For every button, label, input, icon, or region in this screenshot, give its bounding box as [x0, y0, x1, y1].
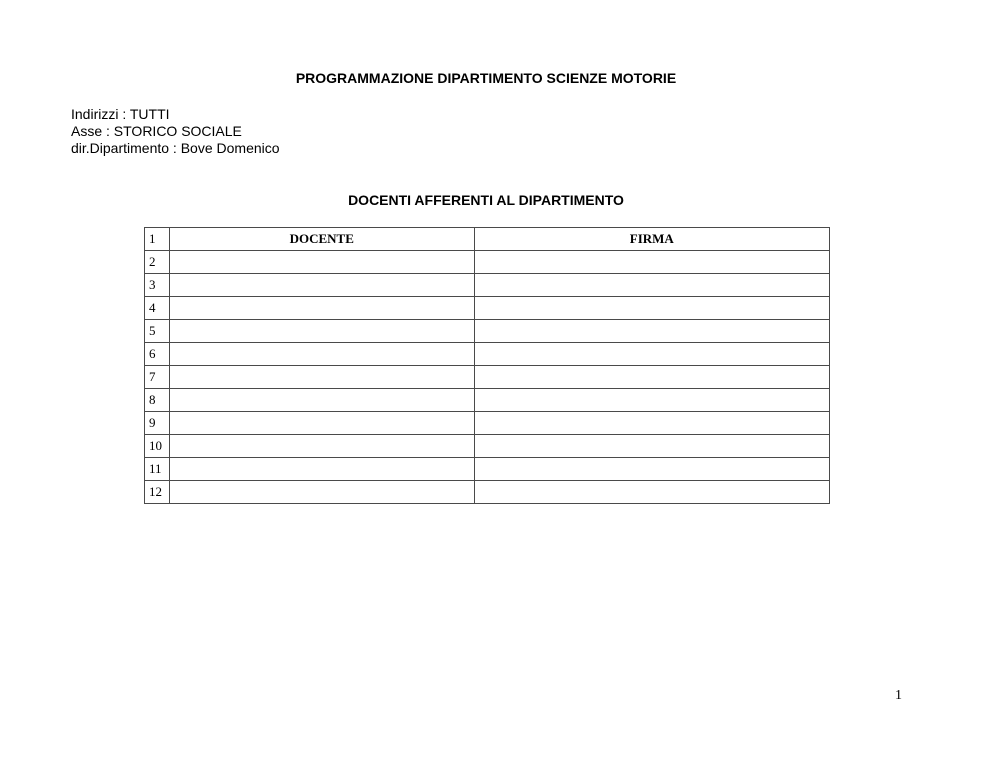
firma-cell[interactable]: [474, 435, 829, 458]
docente-cell[interactable]: [169, 343, 474, 366]
docente-cell[interactable]: [169, 297, 474, 320]
table-row: [145, 458, 830, 481]
firma-cell[interactable]: [474, 366, 829, 389]
indirizzi-line: Indirizzi : TUTTI: [71, 106, 170, 122]
table-row: [145, 251, 830, 274]
table-header-row: [145, 228, 830, 251]
table-row: [145, 274, 830, 297]
firma-cell[interactable]: [474, 389, 829, 412]
docente-cell[interactable]: [169, 412, 474, 435]
firma-cell[interactable]: [474, 458, 829, 481]
firma-header: FIRMA: [474, 228, 829, 251]
firma-cell[interactable]: [474, 274, 829, 297]
row-number: 4: [145, 297, 170, 320]
row-number: 6: [145, 343, 170, 366]
docente-header: DOCENTE: [169, 228, 474, 251]
firma-cell[interactable]: [474, 297, 829, 320]
section-title: DOCENTI AFFERENTI AL DIPARTIMENTO: [348, 192, 624, 208]
firma-cell[interactable]: [474, 320, 829, 343]
row-number: 3: [145, 274, 170, 297]
row-number: 9: [145, 412, 170, 435]
firma-cell[interactable]: [474, 481, 829, 504]
table-row: [145, 435, 830, 458]
row-number: 5: [145, 320, 170, 343]
table-row: [145, 343, 830, 366]
docente-cell[interactable]: [169, 435, 474, 458]
table-row: [145, 481, 830, 504]
firma-cell[interactable]: [474, 251, 829, 274]
department-director-line: dir.Dipartimento : Bove Domenico: [71, 140, 280, 156]
docente-cell[interactable]: [169, 458, 474, 481]
document-title: PROGRAMMAZIONE DIPARTIMENTO SCIENZE MOTORIE: [295, 70, 677, 86]
table-row: [145, 412, 830, 435]
docente-cell[interactable]: [169, 481, 474, 504]
table-row: [145, 389, 830, 412]
row-number: 11: [145, 458, 170, 481]
row-number: 1: [145, 228, 170, 251]
table-row: [145, 320, 830, 343]
firma-cell[interactable]: [474, 343, 829, 366]
firma-cell[interactable]: [474, 412, 829, 435]
table-row: [145, 366, 830, 389]
docente-cell[interactable]: [169, 320, 474, 343]
row-number: 2: [145, 251, 170, 274]
meta-info: [71, 106, 280, 157]
row-number: 12: [145, 481, 170, 504]
row-number: 10: [145, 435, 170, 458]
asse-line: Asse : STORICO SOCIALE: [71, 123, 242, 139]
docente-cell[interactable]: [169, 389, 474, 412]
docente-cell[interactable]: [169, 251, 474, 274]
table-row: [145, 297, 830, 320]
docente-cell[interactable]: [169, 274, 474, 297]
teachers-table: [144, 227, 830, 504]
row-number: 7: [145, 366, 170, 389]
page-number: 1: [895, 688, 902, 703]
docente-cell[interactable]: [169, 366, 474, 389]
row-number: 8: [145, 389, 170, 412]
